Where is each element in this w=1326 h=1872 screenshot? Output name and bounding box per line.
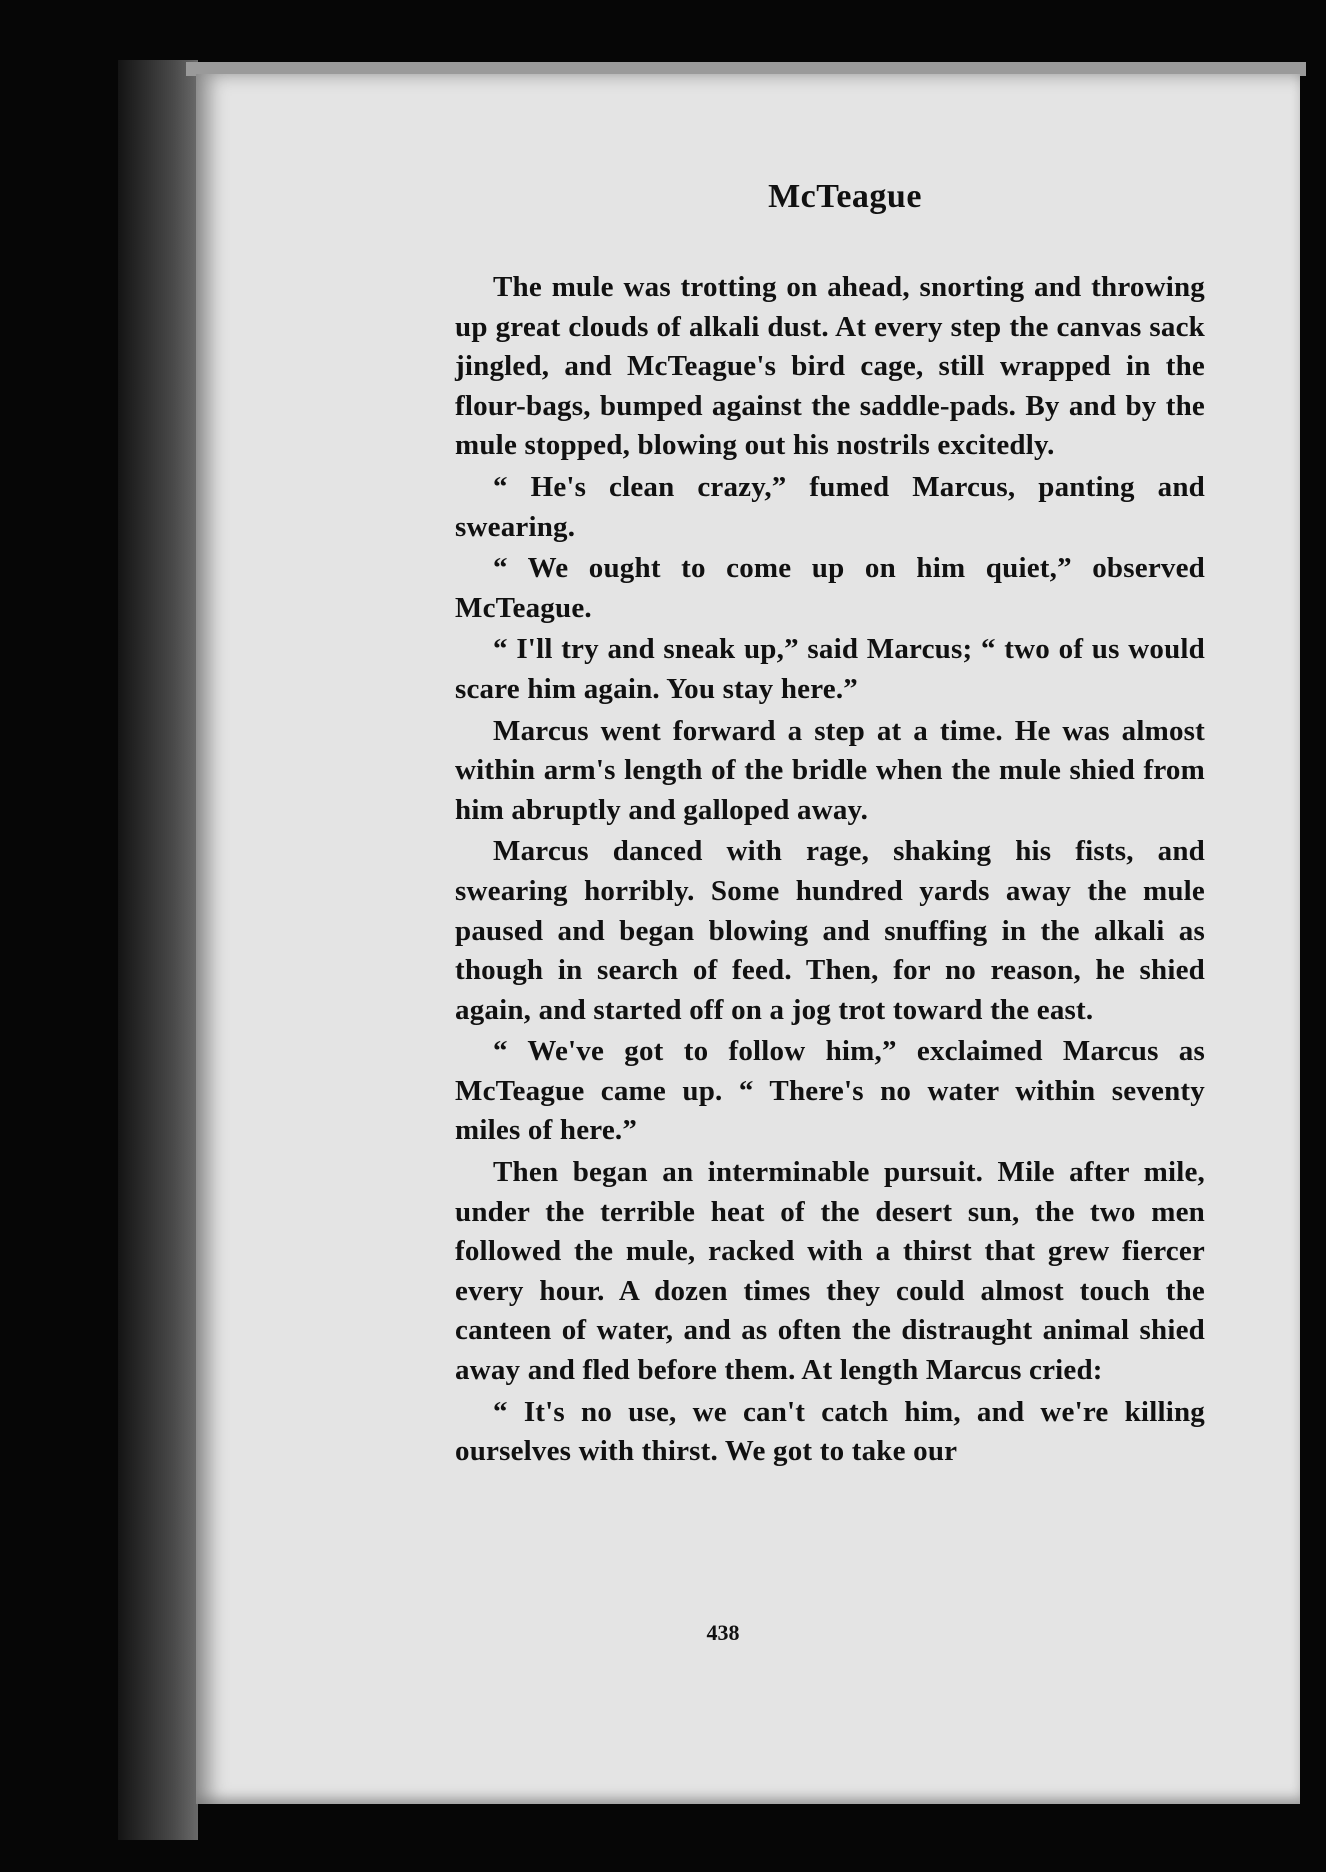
running-head: McTeague <box>768 178 922 215</box>
paragraph: “ We ought to come up on him quiet,” observed McTeague. <box>455 552 1205 624</box>
book-page-edges <box>118 60 198 1840</box>
paragraph: Then began an interminable pursuit. Mile after mile, under the terrible heat of the desert sun, the two men followed the mule, racked with a thirst that grew fiercer every hour. A dozen times they could almost touch the canteen of water, and as often the distraught animal shied away and fled before them. At length Marcus cried: <box>455 1156 1205 1387</box>
paragraph: The mule was trotting on ahead, snorting and throwing up great clouds of alkali dust. At every step the canvas sack jingled, and McTeague's bird cage, still wrapped in the flour-bags, bumped against the saddle-pads. By and by the mule stopped, blowing out his nostrils excitedly. <box>455 271 1205 462</box>
paragraph: “ He's clean crazy,” fumed Marcus, panting and swearing. <box>455 470 1205 543</box>
paragraph: “ We've got to follow him,” exclaimed Marcus as McTeague came up. “ There's no water within seventy miles of here.” <box>455 1035 1205 1147</box>
text-block <box>455 178 1205 1474</box>
paragraph: “ I'll try and sneak up,” said Marcus; “ two of us would scare him again. You stay here.” <box>455 633 1205 705</box>
paragraph: Marcus went forward a step at a time. He was almost within arm's length of the bridle when the mule shied from him abruptly and galloped away. <box>455 714 1205 826</box>
page-number: 438 <box>706 1620 740 1645</box>
paragraph: Marcus danced with rage, shaking his fists, and swearing horribly. Some hundred yards away the mule paused and began blowing and snuffing in the alkali as though in search of feed. Then, for no reason, he shied again, and started off on a jog trot toward the east. <box>455 835 1205 1026</box>
paragraph: “ It's no use, we can't catch him, and we're killing ourselves with thirst. We got to take our <box>455 1395 1205 1468</box>
